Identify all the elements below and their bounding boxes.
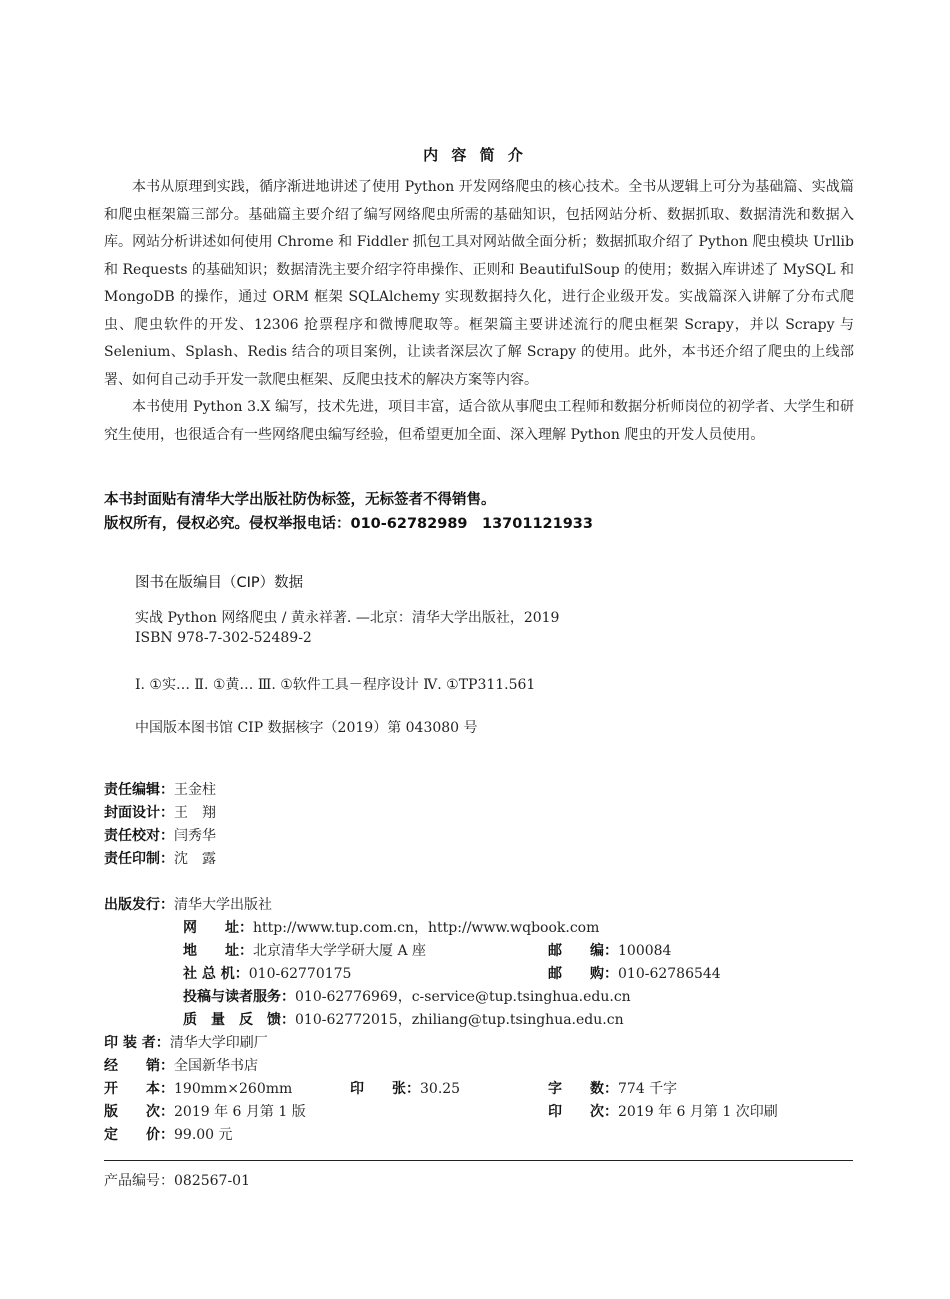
cip-number: 中国版本图书馆 CIP 数据核字（2019）第 043080 号 bbox=[135, 720, 478, 736]
staff-editor bbox=[104, 779, 216, 799]
words-label: 字 数： bbox=[548, 1081, 618, 1097]
staff-label: 责任校对： bbox=[104, 828, 174, 844]
mail-order-value: 010-62786544 bbox=[618, 966, 721, 982]
words-value: 774 千字 bbox=[618, 1081, 678, 1097]
website-value[interactable]: http://www.tup.com.cn，http://www.wqbook.com bbox=[253, 920, 600, 936]
publisher-row bbox=[104, 894, 272, 914]
postcode-value: 100084 bbox=[618, 943, 672, 959]
quality-value[interactable]: 010-62772015，zhiliang@tup.tsinghua.edu.cn bbox=[295, 1012, 624, 1028]
switchboard-label: 社 总 机： bbox=[183, 966, 249, 982]
website-row bbox=[183, 917, 599, 937]
staff-label: 责任编辑： bbox=[104, 782, 174, 798]
staff-value: 王金柱 bbox=[174, 782, 216, 798]
postcode-label: 邮 编： bbox=[548, 943, 618, 959]
isbn: ISBN 978-7-302-52489-2 bbox=[135, 630, 312, 646]
staff-value: 沈 露 bbox=[174, 851, 216, 867]
staff-label: 封面设计： bbox=[104, 805, 174, 821]
price-value: 99.00 元 bbox=[174, 1127, 233, 1143]
submission-label: 投稿与读者服务： bbox=[183, 989, 295, 1005]
intro-paragraph-1: 本书从原理到实践，循序渐进地讲述了使用 Python 开发网络爬虫的核心技术。全书从逻辑上可分为基础篇、实战篇和爬虫框架篇三部分。基础篇主要介绍了编写网络爬虫所需的基础知识，包括网站分析、数据抓取、数据清洗和数据入库。网站分析讲述如何使用 Chrome 和 Fiddler 抓包工具对网站做全面分析；数据抓取介绍了 Python 爬虫模块 Urllib 和 Requests 的基础知识；数据清洗主要介绍字符串操作、正则和 BeautifulSoup 的使用；数据入库讲述了 MySQL 和 MongoDB 的操作，通过 ORM 框架 SQLAlchemy 实现数据持久化，进行企业级开发。实战篇深入讲解了分布式爬虫、爬虫软件的开发、12306 抢票程序和微博爬取等。框架篇主要讲述流行的爬虫框架 Scrapy，并以 Scrapy 与 Selenium、Splash、Redis 结合的项目案例，让读者深层次了解 Scrapy 的使用。此外，本书还介绍了爬虫的上线部署、如何自己动手开发一款爬虫框架、反爬虫技术的解决方案等内容。 bbox=[104, 179, 854, 388]
product-code-label: 产品编号： bbox=[104, 1173, 174, 1189]
printer-value: 清华大学印刷厂 bbox=[169, 1035, 268, 1051]
staff-value: 闫秀华 bbox=[174, 828, 216, 844]
staff-cover-design bbox=[104, 802, 216, 822]
sheets-label: 印 张： bbox=[350, 1081, 420, 1097]
product-code-value: 082567-01 bbox=[174, 1173, 250, 1189]
edition-value: 2019 年 6 月第 1 版 bbox=[174, 1104, 306, 1120]
mail-order-row bbox=[548, 963, 721, 983]
switchboard-value: 010-62770175 bbox=[248, 966, 352, 982]
anti-counterfeit-notice: 本书封面贴有清华大学出版社防伪标签，无标签者不得销售。 bbox=[104, 492, 496, 508]
staff-label: 责任印制： bbox=[104, 851, 174, 867]
edition-label: 版 次： bbox=[104, 1104, 174, 1120]
submission-value[interactable]: 010-62776969，c-service@tup.tsinghua.edu.cn bbox=[295, 989, 631, 1005]
cip-heading: 图书在版编目（CIP）数据 bbox=[135, 575, 304, 591]
publisher-value: 清华大学出版社 bbox=[174, 897, 272, 913]
printer-label: 印 装 者： bbox=[104, 1035, 170, 1051]
printing-label: 印 次： bbox=[548, 1104, 618, 1120]
switchboard-row bbox=[183, 963, 351, 983]
distributor-row bbox=[104, 1055, 258, 1075]
address-value: 北京清华大学学研大厦 A 座 bbox=[253, 943, 427, 959]
format-value: 190mm×260mm bbox=[174, 1081, 293, 1097]
section-divider bbox=[104, 1160, 853, 1161]
printer-row bbox=[104, 1032, 268, 1052]
address-label: 地 址： bbox=[183, 943, 253, 959]
postcode-row bbox=[548, 940, 671, 960]
sheets-value: 30.25 bbox=[420, 1081, 461, 1097]
price-label: 定 价： bbox=[104, 1127, 174, 1143]
price-row bbox=[104, 1124, 233, 1144]
intro-paragraph-2: 本书使用 Python 3.X 编写，技术先进，项目丰富，适合欲从事爬虫工程师和数据分析师岗位的初学者、大学生和研究生使用，也很适合有一些网络爬虫编写经验，但希望更加全面、深入理解 Python 爬虫的开发人员使用。 bbox=[104, 399, 854, 443]
distributor-label: 经 销： bbox=[104, 1058, 174, 1074]
printing-value: 2019 年 6 月第 1 次印刷 bbox=[618, 1104, 778, 1120]
website-label: 网 址： bbox=[183, 920, 253, 936]
words-row bbox=[548, 1078, 677, 1098]
mail-order-label: 邮 购： bbox=[548, 966, 618, 982]
address-row bbox=[183, 940, 426, 960]
quality-feedback-row bbox=[183, 1009, 624, 1029]
staff-printing bbox=[104, 848, 216, 868]
copyright-notice: 版权所有，侵权必究。侵权举报电话：010-62782989 13701121933 bbox=[104, 516, 593, 532]
format-row bbox=[104, 1078, 292, 1098]
quality-label: 质 量 反 馈： bbox=[183, 1012, 295, 1028]
printing-row bbox=[548, 1101, 778, 1121]
cip-record: 实战 Python 网络爬虫 / 黄永祥著. —北京：清华大学出版社，2019 bbox=[135, 610, 560, 626]
classification: Ⅰ. ①实… Ⅱ. ①黄… Ⅲ. ①软件工具－程序设计 Ⅳ. ①TP311.561 bbox=[135, 677, 536, 693]
section-title: 内 容 简 介 bbox=[423, 146, 527, 164]
sheets-row bbox=[350, 1078, 460, 1098]
submission-row bbox=[183, 986, 631, 1006]
staff-proofreader bbox=[104, 825, 216, 845]
intro-text bbox=[104, 174, 854, 449]
publisher-label: 出版发行： bbox=[104, 897, 174, 913]
format-label: 开 本： bbox=[104, 1081, 174, 1097]
edition-row bbox=[104, 1101, 306, 1121]
distributor-value: 全国新华书店 bbox=[174, 1058, 258, 1074]
staff-value: 王 翔 bbox=[174, 805, 216, 821]
product-code-row bbox=[104, 1170, 250, 1190]
